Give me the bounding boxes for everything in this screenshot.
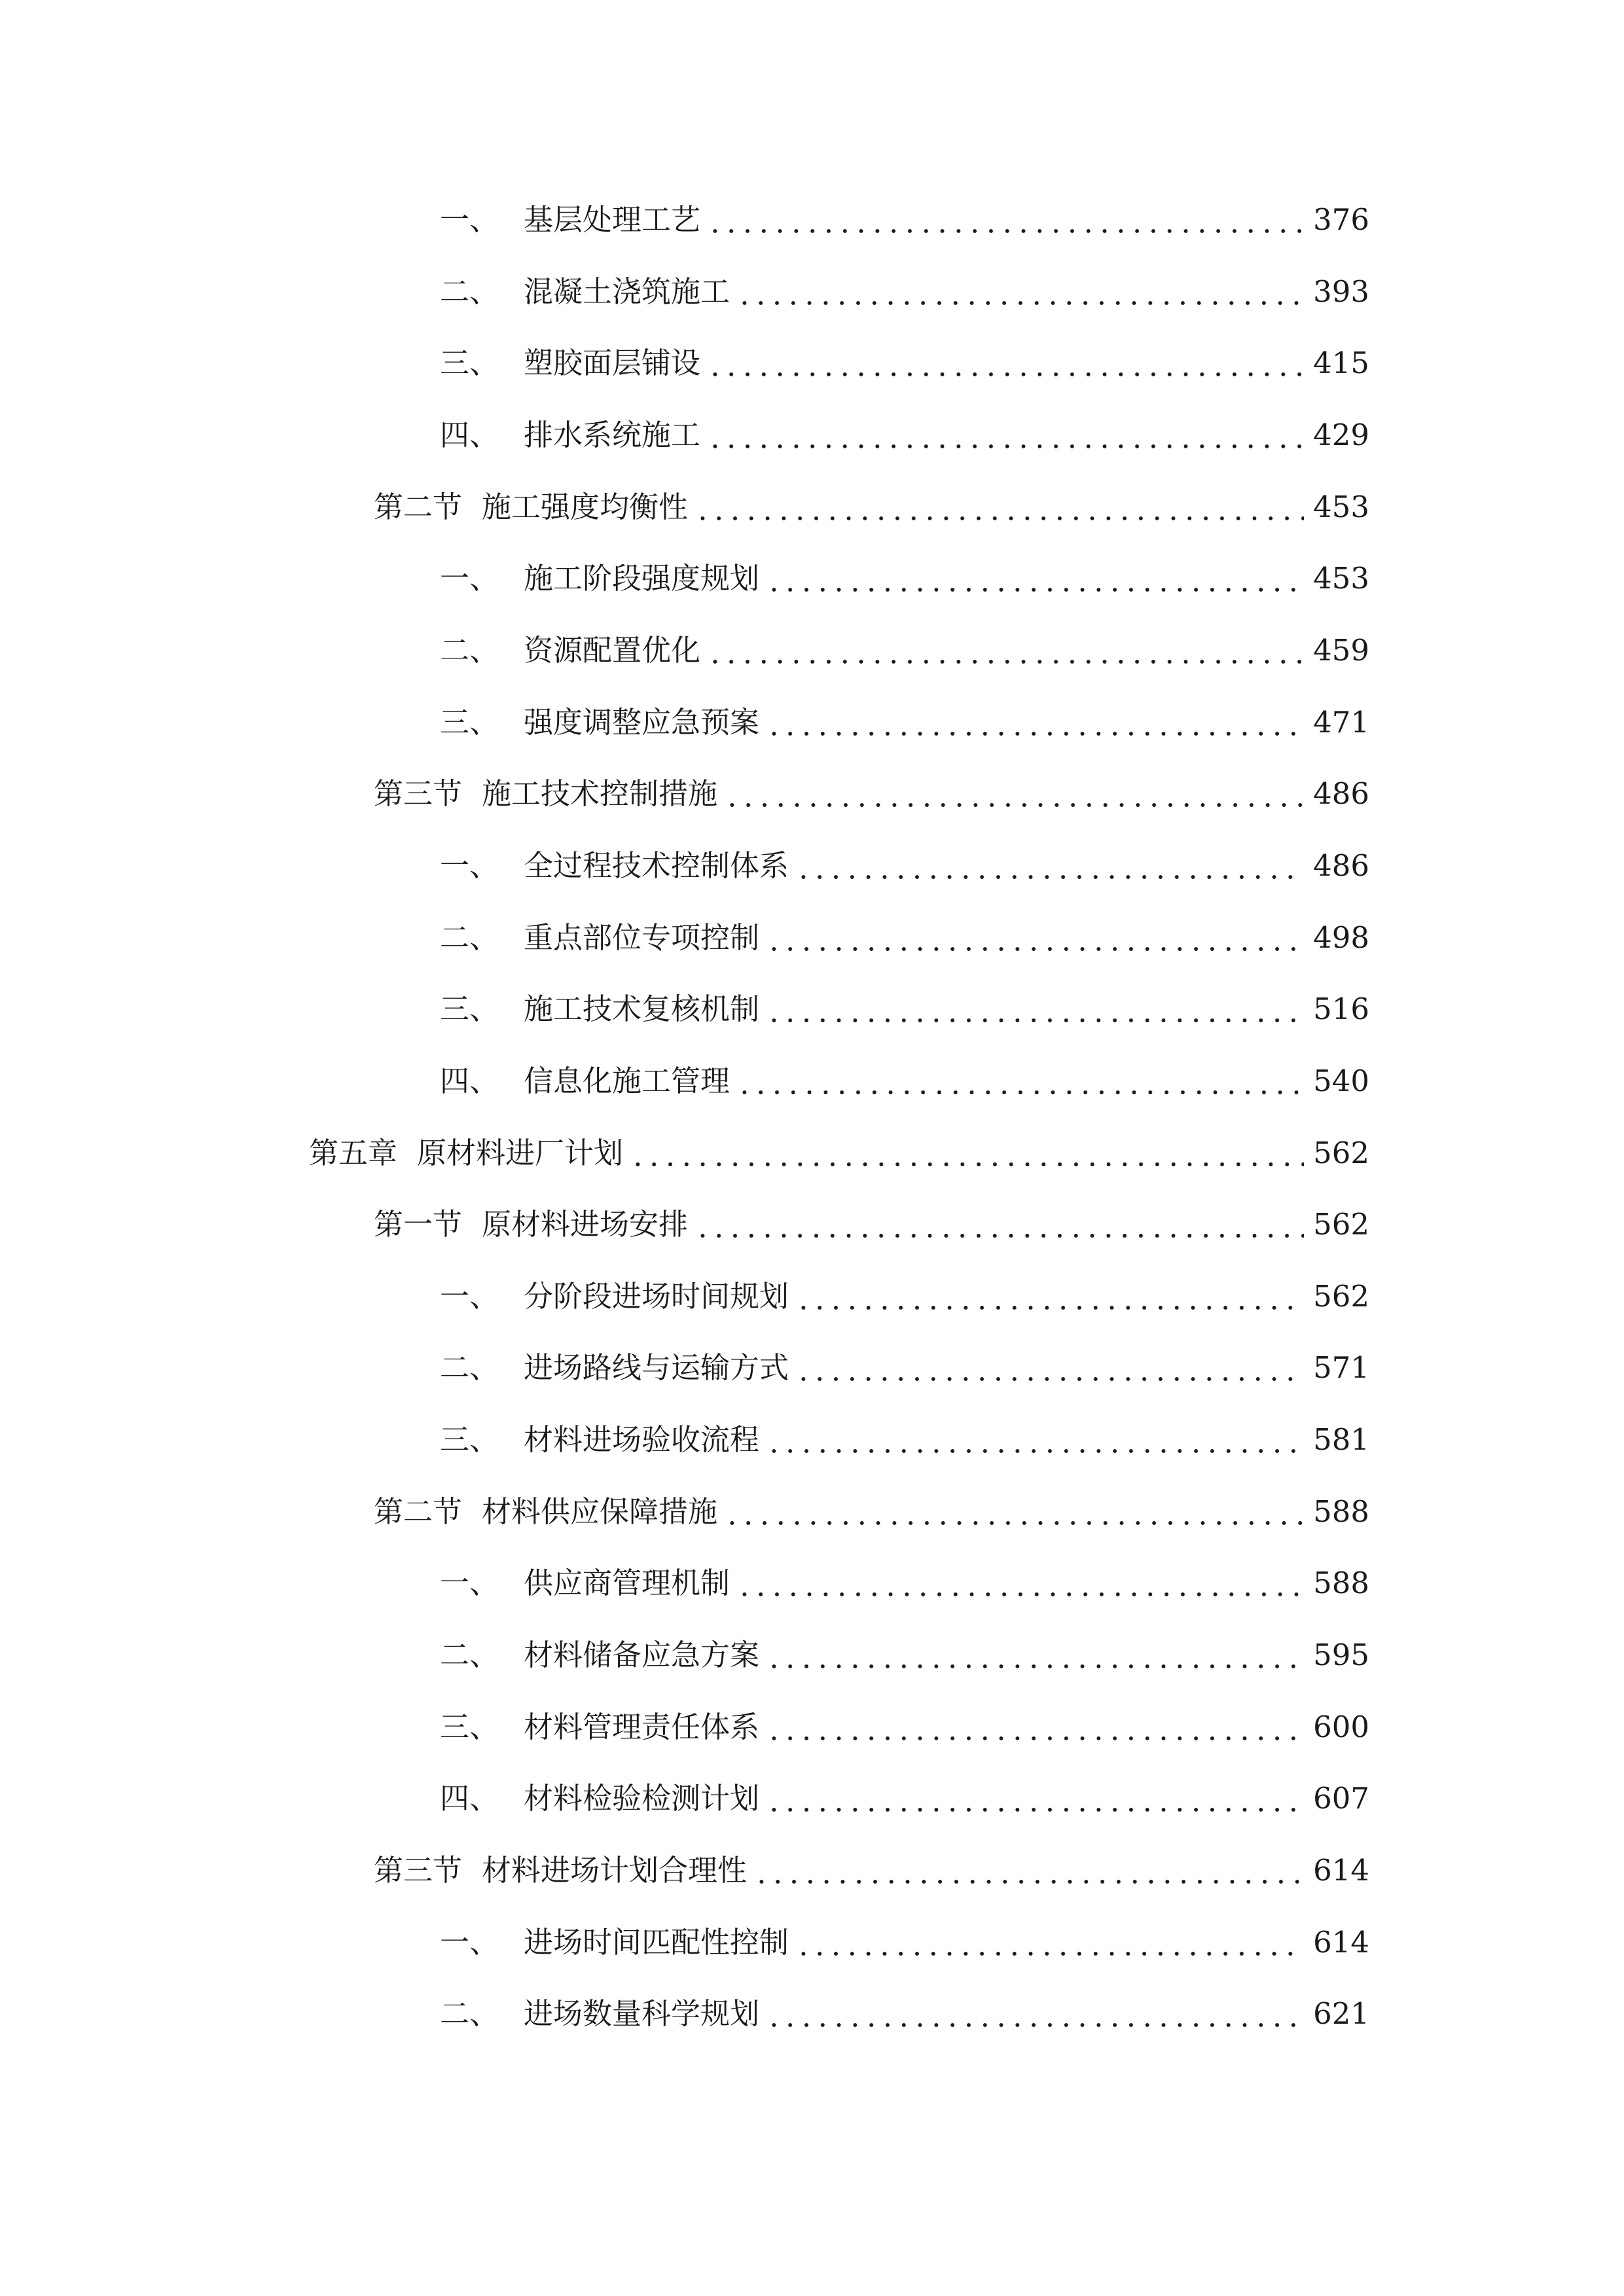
dot-leader (766, 1772, 1304, 1825)
dot-leader (707, 624, 1304, 677)
toc-entry[interactable] (374, 1198, 1369, 1251)
toc-entry-number: 第五章 (309, 1136, 398, 1170)
toc-entry-number: 一、 (440, 1566, 499, 1600)
toc-entry-page: 429 (1313, 418, 1369, 452)
toc-entry-title: 重点部位专项控制 (524, 920, 760, 955)
toc-entry-page: 453 (1313, 490, 1369, 524)
toc-entry-title: 原材料进场安排 (482, 1207, 689, 1242)
toc-entry-page: 607 (1313, 1781, 1369, 1816)
toc-entry-title: 塑胶面层铺设 (524, 346, 701, 380)
toc-entry[interactable] (440, 1414, 1369, 1466)
toc-entry[interactable] (440, 337, 1369, 389)
toc-entry-number: 三、 (440, 346, 499, 380)
toc-entry[interactable] (440, 552, 1369, 605)
toc-entry-title: 基层处理工艺 (524, 202, 701, 237)
toc-entry-number: 三、 (440, 705, 499, 740)
toc-entry-title: 材料储备应急方案 (524, 1638, 760, 1672)
toc-entry[interactable] (440, 1772, 1369, 1825)
dot-leader (707, 337, 1304, 389)
toc-entry-number: 一、 (440, 1925, 499, 1960)
toc-entry-page: 571 (1313, 1350, 1369, 1385)
toc-entry-title: 资源配置优化 (524, 633, 701, 668)
toc-entry-title: 施工技术控制措施 (482, 776, 718, 811)
dot-leader (695, 1198, 1304, 1251)
toc-entry-page: 562 (1313, 1279, 1369, 1314)
toc-entry-title: 信息化施工管理 (524, 1064, 731, 1098)
dot-leader (707, 194, 1304, 246)
dot-leader (736, 266, 1304, 318)
toc-entry-page: 516 (1313, 992, 1369, 1026)
toc-entry-page: 600 (1313, 1710, 1369, 1744)
toc-entry-number: 二、 (440, 1350, 499, 1385)
dot-leader (724, 768, 1304, 820)
toc-entry-title: 进场路线与运输方式 (524, 1350, 789, 1385)
toc-entry[interactable] (440, 1916, 1369, 1969)
toc-entry-page: 540 (1313, 1064, 1369, 1098)
dot-leader (766, 1701, 1304, 1753)
toc-entry-number: 三、 (440, 1710, 499, 1744)
toc-entry-page: 621 (1313, 1996, 1369, 2031)
toc-entry[interactable] (440, 409, 1369, 461)
toc-entry-number: 二、 (440, 633, 499, 668)
toc-entry-number: 二、 (440, 274, 499, 309)
dot-leader (766, 696, 1304, 749)
toc-entry[interactable] (440, 912, 1369, 964)
toc-entry-title: 强度调整应急预案 (524, 705, 760, 740)
toc-entry[interactable] (440, 1342, 1369, 1394)
toc-entry-page: 614 (1313, 1925, 1369, 1960)
toc-entry[interactable] (440, 1701, 1369, 1753)
toc-entry-title: 材料供应保障措施 (482, 1494, 718, 1529)
toc-entry-page: 486 (1313, 848, 1369, 883)
toc-entry-page: 588 (1313, 1566, 1369, 1600)
toc-entry-number: 一、 (440, 561, 499, 596)
dot-leader (795, 840, 1304, 892)
toc-entry-number: 三、 (440, 1422, 499, 1457)
toc-entry-title: 施工技术复核机制 (524, 992, 760, 1026)
toc-entry-page: 376 (1313, 202, 1369, 237)
toc-entry-number: 三、 (440, 992, 499, 1026)
toc-entry[interactable] (440, 1055, 1369, 1107)
toc-entry-title: 施工强度均衡性 (482, 490, 689, 524)
toc-entry-number: 第一节 (374, 1207, 463, 1242)
toc-entry-number: 第三节 (374, 776, 463, 811)
toc-entry[interactable] (440, 194, 1369, 246)
toc-entry[interactable] (440, 1988, 1369, 2040)
dot-leader (766, 912, 1304, 964)
toc-entry-number: 第二节 (374, 490, 463, 524)
toc-entry[interactable] (374, 1486, 1369, 1538)
toc-entry-title: 进场时间匹配性控制 (524, 1925, 789, 1960)
toc-entry[interactable] (440, 266, 1369, 318)
toc-entry-page: 588 (1313, 1494, 1369, 1529)
toc-entry-page: 614 (1313, 1853, 1369, 1888)
toc-entry-title: 全过程技术控制体系 (524, 848, 789, 883)
toc-entry-number: 四、 (440, 418, 499, 452)
toc-entry[interactable] (309, 1127, 1369, 1179)
toc-entry-page: 581 (1313, 1422, 1369, 1457)
dot-leader (795, 1916, 1304, 1969)
dot-leader (736, 1055, 1304, 1107)
dot-leader (753, 1844, 1304, 1897)
toc-entry-page: 486 (1313, 776, 1369, 811)
toc-entry-title: 原材料进厂计划 (417, 1136, 624, 1170)
dot-leader (766, 1414, 1304, 1466)
toc-entry-page: 415 (1313, 346, 1369, 380)
toc-entry[interactable] (374, 1844, 1369, 1897)
toc-entry-page: 498 (1313, 920, 1369, 955)
toc-entry-title: 施工阶段强度规划 (524, 561, 760, 596)
toc-entry-number: 四、 (440, 1064, 499, 1098)
toc-entry-title: 材料管理责任体系 (524, 1710, 760, 1744)
toc-entry-page: 562 (1313, 1207, 1369, 1242)
toc-entry-number: 一、 (440, 1279, 499, 1314)
toc-entry-title: 材料检验检测计划 (524, 1781, 760, 1816)
dot-leader (766, 552, 1304, 605)
dot-leader (766, 1988, 1304, 2040)
toc-entry-title: 排水系统施工 (524, 418, 701, 452)
dot-leader (766, 1629, 1304, 1681)
toc-entry[interactable] (440, 1270, 1369, 1323)
toc-entry-title: 供应商管理机制 (524, 1566, 731, 1600)
toc-entry-page: 595 (1313, 1638, 1369, 1672)
toc-entry-title: 进场数量科学规划 (524, 1996, 760, 2031)
dot-leader (630, 1127, 1304, 1179)
dot-leader (766, 983, 1304, 1035)
toc-entry-title: 材料进场计划合理性 (482, 1853, 748, 1888)
toc-entry[interactable] (374, 481, 1369, 533)
toc-entry-number: 四、 (440, 1781, 499, 1816)
toc-entry-number: 第三节 (374, 1853, 463, 1888)
dot-leader (795, 1270, 1304, 1323)
toc-entry-page: 393 (1313, 274, 1369, 309)
toc-entry[interactable] (440, 696, 1369, 749)
toc-entry-page: 459 (1313, 633, 1369, 668)
toc-entry-number: 一、 (440, 848, 499, 883)
toc-entry-number: 一、 (440, 202, 499, 237)
dot-leader (707, 409, 1304, 461)
dot-leader (724, 1486, 1304, 1538)
toc-entry-page: 562 (1313, 1136, 1369, 1170)
dot-leader (736, 1557, 1304, 1609)
dot-leader (695, 481, 1304, 533)
dot-leader (795, 1342, 1304, 1394)
toc-entry-number: 二、 (440, 1638, 499, 1672)
toc-entry-page: 453 (1313, 561, 1369, 596)
toc-entry-title: 分阶段进场时间规划 (524, 1279, 789, 1314)
toc-entry[interactable] (440, 840, 1369, 892)
toc-entry[interactable] (440, 983, 1369, 1035)
toc-entry[interactable] (374, 768, 1369, 820)
toc-entry[interactable] (440, 624, 1369, 677)
toc-entry[interactable] (440, 1557, 1369, 1609)
toc-entry-number: 第二节 (374, 1494, 463, 1529)
toc-entry-page: 471 (1313, 705, 1369, 740)
toc-entry[interactable] (440, 1629, 1369, 1681)
toc-entry-number: 二、 (440, 1996, 499, 2031)
toc-entry-number: 二、 (440, 920, 499, 955)
toc-entry-title: 混凝土浇筑施工 (524, 274, 731, 309)
toc-entry-title: 材料进场验收流程 (524, 1422, 760, 1457)
